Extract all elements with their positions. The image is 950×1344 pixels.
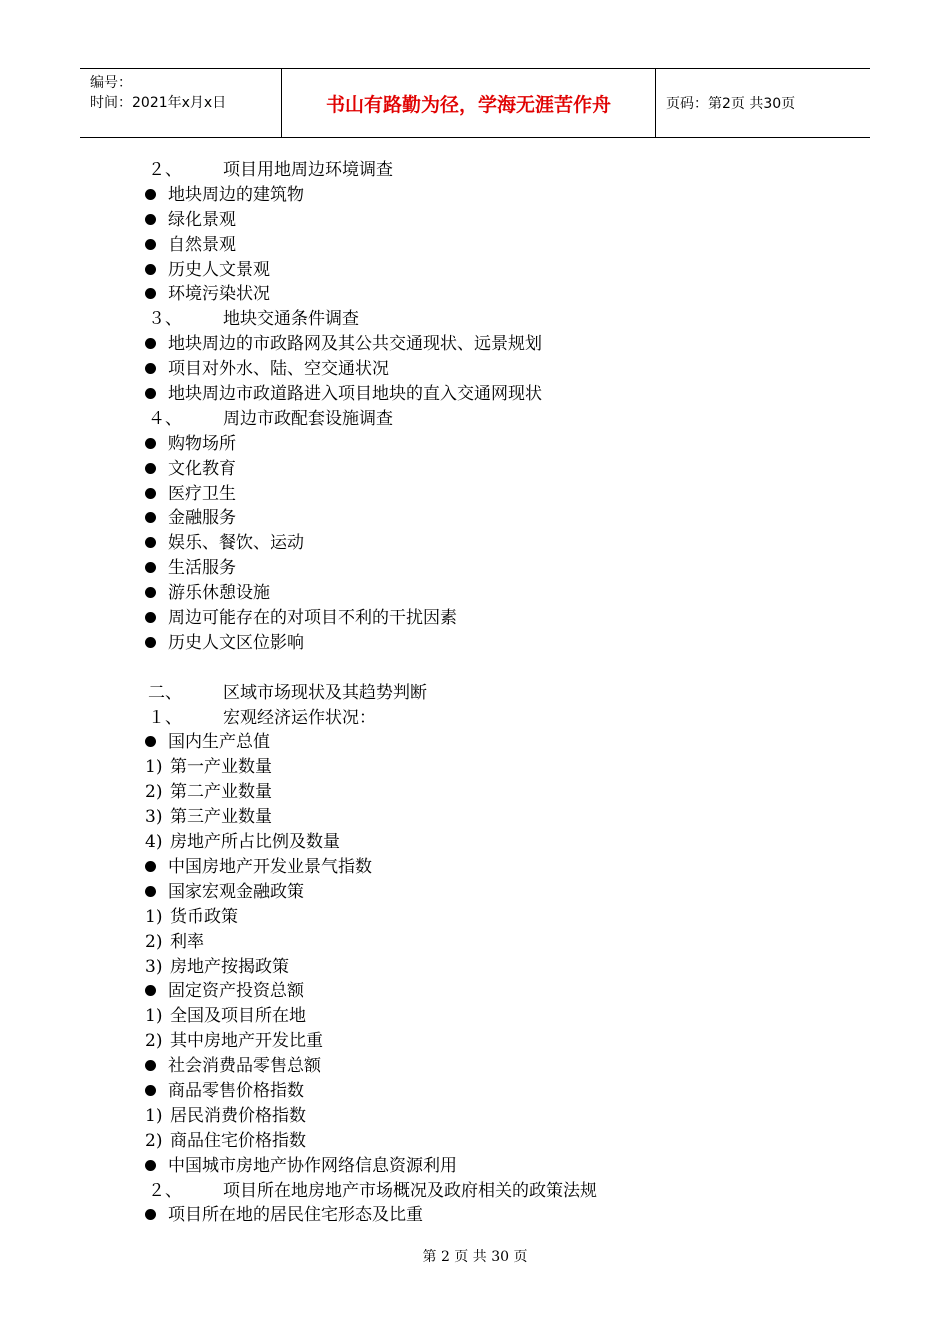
line-text: 购物场所: [168, 433, 236, 454]
bullet-icon: [145, 880, 168, 905]
bullet-icon: [145, 432, 168, 457]
numbered-item: [145, 1129, 845, 1154]
blank-line: [145, 656, 845, 681]
line-text: 地块周边市政道路进入项目地块的直入交通网现状: [168, 384, 542, 405]
bullet-item: [145, 1154, 845, 1179]
line-text: 文化教育: [168, 458, 236, 479]
section-heading: [145, 407, 845, 432]
numbered-item: [145, 780, 845, 805]
numbered-item: [145, 955, 845, 980]
line-text: 利率: [170, 931, 204, 952]
section-heading: [145, 307, 845, 332]
line-text: 周边可能存在的对项目不利的干扰因素: [168, 608, 457, 629]
bullet-icon: [145, 606, 168, 631]
header-motto: 书山有路勤为径，学海无涯苦作舟: [282, 69, 656, 137]
section-heading: [145, 1179, 845, 1204]
line-text: 生活服务: [168, 558, 236, 579]
bullet-item: [145, 855, 845, 880]
list-number: 2): [145, 1130, 163, 1151]
line-text: 项目对外水、陆、空交通状况: [168, 359, 389, 380]
line-text: 中国城市房地产协作网络信息资源利用: [168, 1155, 457, 1176]
bullet-icon: [145, 556, 168, 581]
bullet-item: [145, 233, 845, 258]
bullet-item: [145, 880, 845, 905]
line-text: 商品零售价格指数: [168, 1080, 304, 1101]
page-header: [80, 68, 870, 138]
section-number: １、: [148, 707, 182, 728]
bullet-icon: [145, 631, 168, 656]
document-date-label: 时间：2021年x月x日: [90, 95, 227, 111]
line-text: 社会消费品零售总额: [168, 1056, 321, 1077]
bullet-item: [145, 631, 845, 656]
line-text: 地块交通条件调查: [223, 309, 359, 330]
document-number-label: 编号：: [90, 75, 132, 91]
line-text: 项目用地周边环境调查: [223, 160, 393, 180]
bullet-item: [145, 382, 845, 407]
bullet-icon: [145, 855, 168, 880]
bullet-item: [145, 581, 845, 606]
bullet-icon: [145, 282, 168, 307]
line-text: 绿化景观: [168, 209, 236, 230]
numbered-item: [145, 1029, 845, 1054]
line-text: 金融服务: [168, 508, 236, 529]
section-heading: [145, 158, 845, 183]
section-heading: [145, 681, 845, 706]
bullet-item: [145, 357, 845, 382]
bullet-icon: [145, 208, 168, 233]
line-text: 项目所在地的居民住宅形态及比重: [168, 1205, 423, 1226]
bullet-item: [145, 282, 845, 307]
bullet-icon: [145, 581, 168, 606]
section-number: ３、: [148, 309, 182, 330]
bullet-item: [145, 1079, 845, 1104]
bullet-icon: [145, 332, 168, 357]
bullet-icon: [145, 1154, 168, 1179]
section-number: ４、: [148, 408, 182, 429]
header-meta: [80, 69, 282, 137]
line-text: 中国房地产开发业景气指数: [168, 856, 372, 877]
line-text: 国家宏观金融政策: [168, 881, 304, 902]
line-text: 周边市政配套设施调查: [223, 408, 393, 429]
section-number: ２、: [148, 160, 182, 180]
line-text: 其中房地产开发比重: [170, 1031, 323, 1052]
page-footer: 第 2 页 共 30 页: [422, 1249, 528, 1265]
line-text: 商品住宅价格指数: [170, 1130, 306, 1151]
numbered-item: [145, 930, 845, 955]
bullet-icon: [145, 183, 168, 208]
line-text: 区域市场现状及其趋势判断: [223, 682, 427, 703]
bullet-item: [145, 506, 845, 531]
line-text: 宏观经济运作状况：: [223, 707, 376, 728]
bullet-item: [145, 482, 845, 507]
bullet-item: [145, 258, 845, 283]
line-text: 项目所在地房地产市场概况及政府相关的政策法规: [223, 1180, 597, 1201]
line-text: 历史人文区位影响: [168, 632, 304, 653]
bullet-icon: [145, 730, 168, 755]
bullet-icon: [145, 382, 168, 407]
bullet-icon: [145, 457, 168, 482]
bullet-item: [145, 730, 845, 755]
bullet-item: [145, 332, 845, 357]
bullet-icon: [145, 258, 168, 283]
bullet-item: [145, 208, 845, 233]
line-text: 货币政策: [170, 906, 238, 927]
list-number: 1): [145, 1105, 163, 1126]
line-text: 娱乐、餐饮、运动: [168, 533, 304, 554]
bullet-icon: [145, 506, 168, 531]
bullet-item: [145, 531, 845, 556]
line-text: 游乐休憩设施: [168, 583, 270, 604]
bullet-item: [145, 183, 845, 208]
section-number: ２、: [148, 1180, 182, 1201]
line-text: 房地产按揭政策: [170, 956, 289, 977]
list-number: 1): [145, 906, 163, 927]
numbered-item: [145, 805, 845, 830]
line-text: 医疗卫生: [168, 483, 236, 504]
bullet-icon: [145, 357, 168, 382]
line-text: 第一产业数量: [170, 757, 272, 778]
line-text: 固定资产投资总额: [168, 981, 304, 1002]
list-number: 4): [145, 832, 163, 853]
numbered-item: [145, 905, 845, 930]
line-text: 国内生产总值: [168, 732, 270, 753]
list-number: 1): [145, 1006, 163, 1027]
bullet-icon: [145, 1079, 168, 1104]
line-text: 居民消费价格指数: [170, 1105, 306, 1126]
line-text: 地块周边的市政路网及其公共交通现状、远景规划: [168, 334, 542, 355]
bullet-icon: [145, 979, 168, 1004]
line-text: 自然景观: [168, 234, 236, 255]
line-text: 房地产所占比例及数量: [170, 832, 340, 853]
bullet-icon: [145, 531, 168, 556]
list-number: 3): [145, 956, 163, 977]
line-text: 地块周边的建筑物: [168, 184, 304, 205]
numbered-item: [145, 755, 845, 780]
bullet-icon: [145, 233, 168, 258]
numbered-item: [145, 1104, 845, 1129]
list-number: 2): [145, 1031, 163, 1052]
section-number: 二、: [148, 682, 182, 703]
section-heading: [145, 706, 845, 731]
list-number: 3): [145, 807, 163, 828]
bullet-icon: [145, 1054, 168, 1079]
bullet-item: [145, 1054, 845, 1079]
list-number: 2): [145, 931, 163, 952]
list-number: 1): [145, 757, 163, 778]
line-text: 环境污染状况: [168, 284, 270, 305]
bullet-item: [145, 979, 845, 1004]
bullet-item: [145, 432, 845, 457]
numbered-item: [145, 1004, 845, 1029]
line-text: 全国及项目所在地: [170, 1006, 306, 1027]
bullet-item: [145, 457, 845, 482]
numbered-item: [145, 830, 845, 855]
line-text: 第三产业数量: [170, 807, 272, 828]
bullet-item: [145, 556, 845, 581]
line-text: 历史人文景观: [168, 259, 270, 280]
bullet-item: [145, 1203, 845, 1228]
bullet-item: [145, 606, 845, 631]
line-text: 第二产业数量: [170, 782, 272, 803]
list-number: 2): [145, 782, 163, 803]
bullet-icon: [145, 1203, 168, 1228]
bullet-icon: [145, 482, 168, 507]
document-body: [145, 158, 845, 1228]
header-page-label: 页码：第2页 共30页: [666, 96, 796, 112]
